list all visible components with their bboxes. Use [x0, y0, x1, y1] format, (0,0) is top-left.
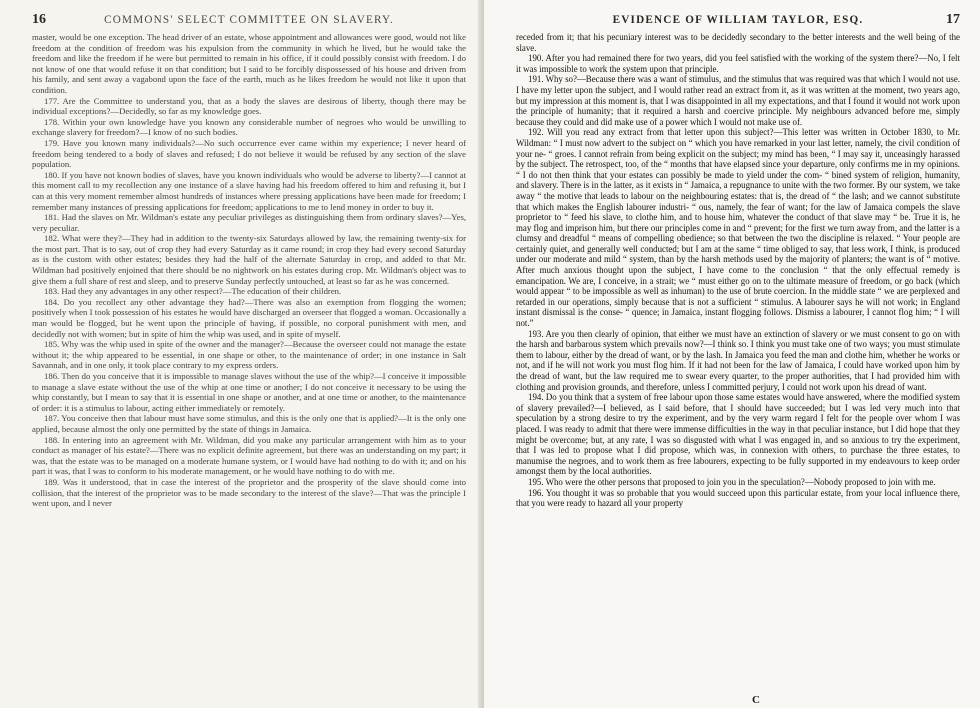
paragraph: master, would be one exception. The head driver of an estate, whose appointment and allowances were good, would not like freedom at the condition of freedom was his expulsion from the community in which he lived, but he would take the freedom and like the freedom if he were but permitted to remain in his office, if it could possibly consist with freedom. I do not know of one that would refuse it on that condition; but I said to be forcibly dispossessed of his house and driven from his family, and sent away a vagabond upon the face of the earth, much as he likes freedom he would not like it upon that condition. — [32, 32, 466, 95]
right-page-text — [516, 32, 960, 509]
left-page — [0, 0, 484, 708]
paragraph: 193. Are you then clearly of opinion, that either we must have an extinction of slavery or we must consent to go on with the harsh and barbarous system which prevails now?—I think so. I think you must take one of two ways; you must stimulate them to labour, either by the dread of want, or by the lash. In Jamaica you feed the man and clothe him, whether he works or not, and if he will not work you must flog him. If it had not been for the law of Jamaica, I could have worked upon him by the dread of want, but the law required me to swear every quarter, to the proper authorities, that I had provided him with clothing and provision grounds, and therefore, unless I committed perjury, I could not work upon his dread of want. — [516, 328, 960, 392]
paragraph: 187. You conceive then that labour must have some stimulus, and this is the only one that is applied?—It is the only one applied, because almost the only one permitted by the state of things in Jamaica. — [32, 413, 466, 434]
paragraph: 194. Do you think that a system of free labour upon those same estates would have answered, where the modified system of slavery prevailed?—I believed, as I said before, that I should have succeeded; but I was led very much into that speculation by a strong desire to try the experiment, and by the very warm regard I felt for the people over whom I was placed. I was ready to admit that there were immense difficulties in the way in that peculiar instance, but I did hope that they might be overcome; but, at any rate, I was so disgusted with what I was engaged in, and so anxious to try the experiment, that I was led to propose what I did propose, which was, in connexion with others, to purchase the three estates, to manumise the negroes, and to work them as free labourers, expecting to be fully supported in my endeavours to keep order amongst them by the local authorities. — [516, 392, 960, 477]
paragraph: receded from it; that his pecuniary interest was to be decidedly secondary to the better interests and the well being of the slave. — [516, 32, 960, 53]
signature-mark: C — [752, 694, 760, 706]
paragraph: 178. Within your own knowledge have you known any considerable number of negroes who would be unwilling to exchange slavery for freedom?—I know of no such bodies. — [32, 116, 466, 138]
paragraph: 181. Had the slaves on Mr. Wildman's estate any peculiar privileges as distinguishing them from ordinary slaves?—Yes, very peculiar. — [32, 212, 466, 233]
paragraph: 191. Why so?—Because there was a want of stimulus, and the stimulus that was required was that which I would not use. I have my letter upon the subject, and I would rather read an extract from it, as it was written at the moment, two years ago, but my impression at this moment is, that I was disappointed in all my expectations, and that I found it would not work upon the principle of humanity; that it required a harsh and coercive principle. My neighbours advanced before me, simply because they could and did make use of a power which I would not make use of. — [516, 74, 960, 127]
paragraph: 196. You thought it was so probable that you would succeed upon this particular estate, from your local influence there, that you were ready to hazard all your property — [516, 487, 960, 509]
right-page — [484, 0, 980, 708]
paragraph: 177. Are the Committee to understand you, that as a body the slaves are desirous of liberty, though there may be individual exceptions?—Decidedly, so far as my knowledge goes. — [32, 95, 466, 117]
paragraph: 188. In entering into an agreement with Mr. Wildman, did you make any particular arrangement with him as to your conduct as manager of his estate?—There was no explicit definite agreement, but there was an understanding on my part; it was, that the estate was to be managed on a moderate humane system, or I would have had nothing to do with it; and on his part it was, that I was to conform to his moderate management, or he would have nothing to do with me. — [32, 434, 466, 477]
left-page-number: 16 — [32, 12, 46, 27]
paragraph: 186. Then do you conceive that it is impossible to manage slaves without the use of the whip?—I conceive it impossible to manage a slave estate without the use of the whip at one time or another; I do not conceive it necessary to be using the whip constantly, but I mean to say that it is essential in one shape or another, and at one time or another, to the maintenance of order: it is a stimulus to labour, acting either immediately or remotely. — [32, 371, 466, 413]
left-running-head: COMMONS' SELECT COMMITTEE ON SLAVERY. — [104, 14, 394, 26]
paragraph: 179. Have you known many individuals?—No such occurrence ever came within my experience; I never heard of freedom being tendered to a body of slaves and refused; I do not believe it would be refused by any section of the slave population. — [32, 137, 466, 170]
paragraph: 182. What were they?—They had in addition to the twenty-six Saturdays allowed by law, the remaining twenty-six for the most part. That is to say, out of crop they had every Saturday as it came round; in crop they had every second Saturday as is the custom with other estates; besides they had the half of the alternate Saturday in crop, and added to that Mr. Wildman had positively enjoined that there should be no nightwork on his estates during crop. Mr. Wildman's object was to give them a full share of rest and sleep, and to preserve Sunday perfectly untouched, at least so far as he was concerned. — [32, 233, 466, 286]
right-running-head: EVIDENCE OF WILLIAM TAYLOR, ESQ. — [612, 14, 864, 26]
right-page-number: 17 — [946, 12, 960, 27]
right-page-header — [516, 10, 960, 30]
paragraph: 185. Why was the whip used in spite of the owner and the manager?—Because the overseer could not manage the estate without it; the whip appeared to be essential, in one shape or other, to the maintenance of order; in one instance in Salt Savannah, and in one only, it took place contrary to my express orders. — [32, 339, 466, 371]
paragraph: 180. If you have not known bodies of slaves, have you known individuals who would be adverse to liberty?—I cannot at this moment call to my recollection any one instance of a slave having had his freedom offered to him and refusing it, but I can at this very moment remember almost hundreds of instances where pressing applications have been made for freedom; I remember many instances of pressing applications for freedom; applications to me to lend money in order to buy it. — [32, 169, 466, 212]
paragraph: 192. Will you read any extract from that letter upon this subject?—This letter was written in October 1830, to Mr. Wildman: “ I must now advert to the subject on “ which you have remarked in your last letter, namely, the civil condition of your ne- “ groes. I cannot refrain from being explicit on the subject; my mind has been, “ I may say it, unceasingly harassed by the subject. The retrospect, too, of the “ months that have elapsed since your departure, only confirms me in my opinions. “ I do not then think that your estates can possibly be made to yield under the com- “ bined system of religion, humanity, and slavery. There is in the latter, as it exists in “ Jamaica, a repugnance to unite with the two former. By our system, we take away “ the motive that leads to labour on the neighbouring estates: that is, the dread of “ the lash; and we cannot substitute that which makes the English labourer industri- “ ous, namely, the fear of want; for the law of Jamaica compels the slave proprietor to “ feed his slave, to clothe him, and to house him, whatever the conduct of that slave may “ be. True it is, he may flog and imprison him, but there our principles come in and “ prevent; for the first we turn away from, and the latter is a clumsy and dreadful “ means of compelling obedience; so that between the two the discipline is relaxed. “ Your people are certainly quiet, and generally well conducted; but I am at the same “ time obliged to say, that less work, I think, is produced under our moderate and mild “ system, than by the harsh methods used by the majority of planters; the want is of “ motive. After much anxious thought upon the subject, I have come to the conclusion “ that the only effectual remedy is emancipation. We are, I conceive, in a strait; we “ must either go on to the ultimate measure of freedom, or go back (which would appear “ to be impossible as well as inhuman) to the use of brute coercion. In the middle state “ we are perplexed and retarded in our operations, simply because that is not a sufficient “ stimulus. A labourer says he will not work; in England instant dismissal is the conse- “ quence; in Jamaica, instant flogging follows. Dismiss a labourer, I cannot flog him; “ I will not.” — [516, 127, 960, 329]
paragraph: 189. Was it understood, that in case the interest of the proprietor and the prosperity of the slave should come into collision, that the interest of the proprietor was to be made secondary to the interest of the slave?—That was the principle I went upon, and I never — [32, 476, 466, 509]
left-page-text — [32, 32, 466, 509]
paragraph: 183. Had they any advantages in any other respect?—The education of their children. — [44, 286, 342, 297]
left-page-header — [32, 10, 466, 30]
paragraph: 195. Who were the other persons that proposed to join you in the speculation?—Nobody proposed to join with me. — [528, 476, 936, 487]
paragraph: 184. Do you recollect any other advantage they had?—There was also an exemption from flogging the women; positively when I took possession of his estates he would have discharged an overseer that flogged a woman. Occasionally a man would be flogged, but he went upon the principle of having, if possible, no corporal punishment with men, and decidedly not with women; but in spite of him the whip was used, and in spite of myself. — [32, 296, 466, 339]
paragraph: 190. After you had remained there for two years, did you feel satisfied with the working of the system there?—No, I felt it was impossible to work the system upon that principle. — [516, 53, 960, 74]
